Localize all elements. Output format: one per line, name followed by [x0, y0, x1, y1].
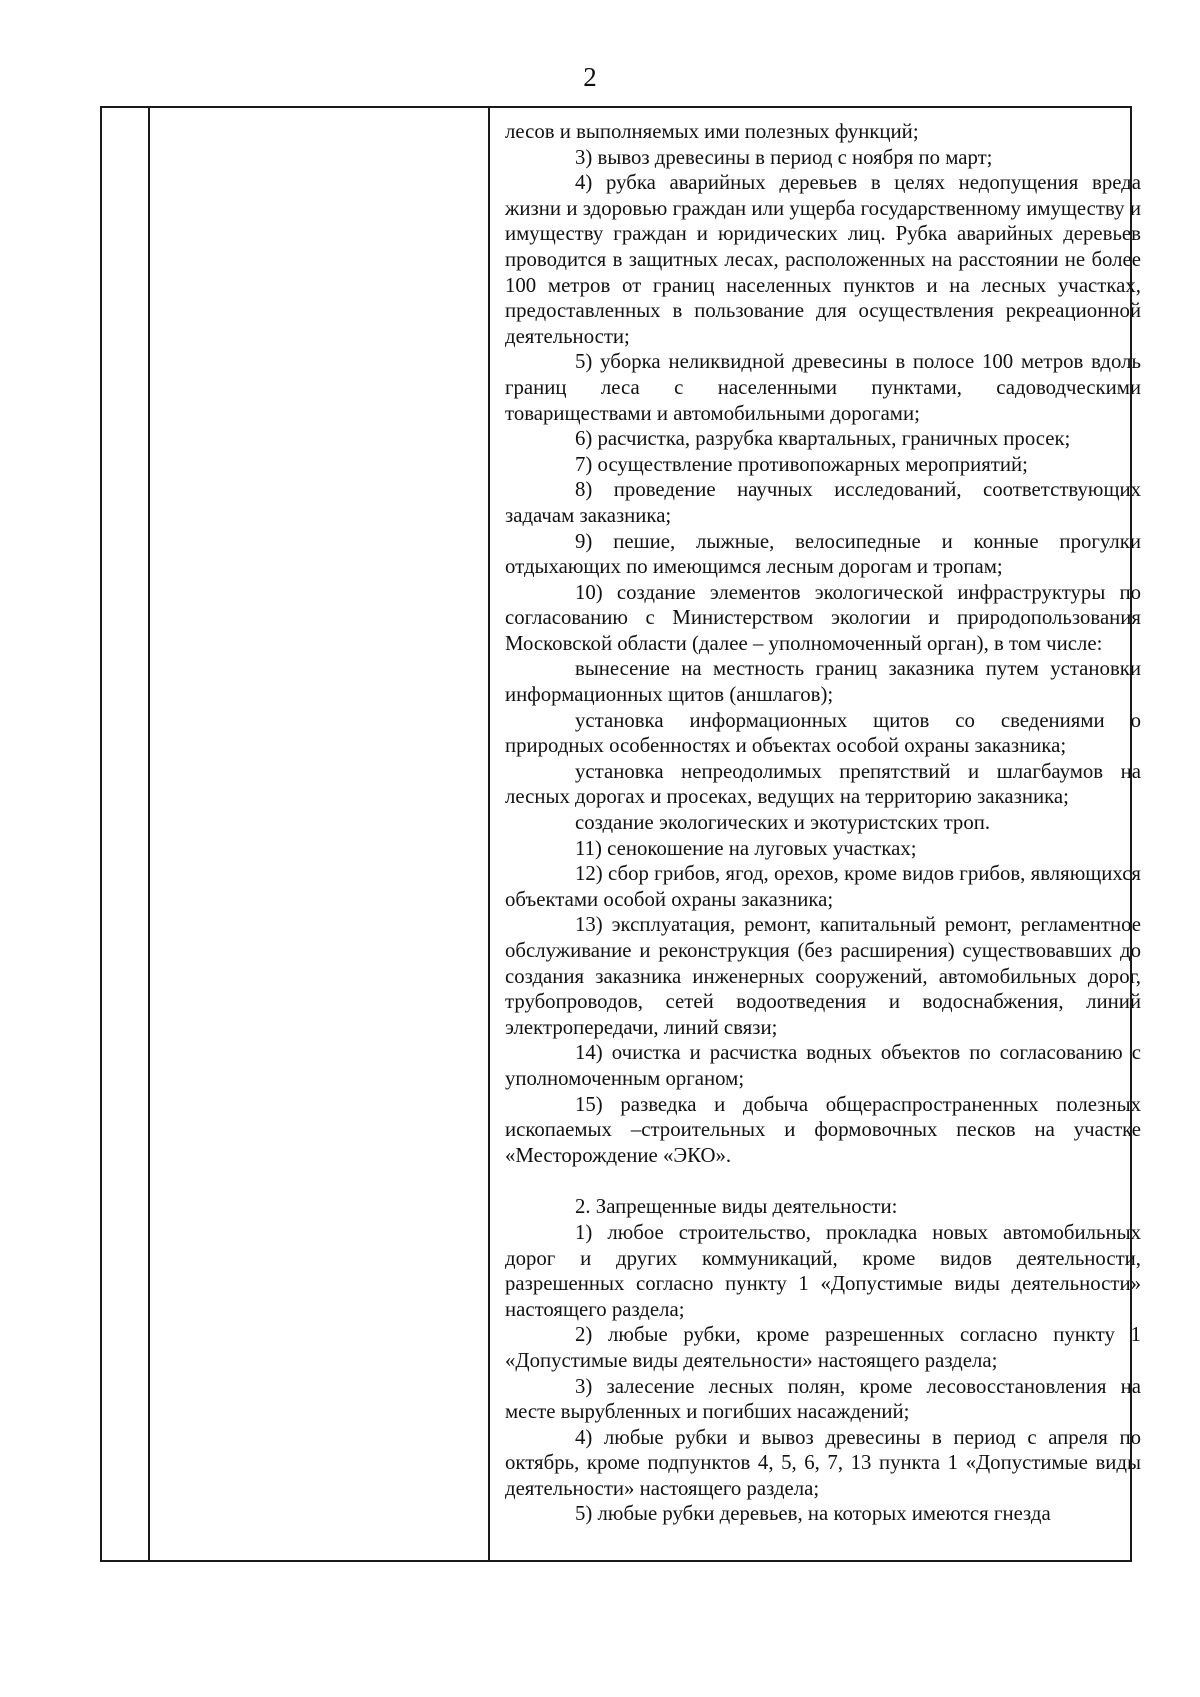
paragraph: 5) уборка неликвидной древесины в полосе 100 метров вдоль границ леса с населенными пунктами, садоводческими товариществами и автомобильными дорогами;: [505, 350, 1141, 425]
paragraph: 4) любые рубки и вывоз древесины в период с апреля по октябрь, кроме подпунктов 4, 5, 6, 7, 13 пункта 1 «Допустимые виды деятельности» настоящего раздела;: [505, 1425, 1141, 1500]
paragraph: 14) очистка и расчистка водных объектов по согласованию с уполномоченным органом;: [505, 1041, 1141, 1090]
paragraph: 2) любые рубки, кроме разрешенных согласно пункту 1 «Допустимые виды деятельности» настоящего раздела;: [505, 1323, 1141, 1372]
paragraph: 1) любое строительство, прокладка новых автомобильных дорог и других коммуникаций, кроме видов деятельности, разрешенных согласно пункту 1 «Допустимые виды деятельности» настоящего раздела;: [505, 1220, 1141, 1321]
paragraph: установка непреодолимых препятствий и шлагбаумов на лесных дорогах и просеках, ведущих на территорию заказника;: [505, 759, 1141, 809]
paragraph: 8) проведение научных исследований, соответствующих задачам заказника;: [505, 478, 1141, 527]
paragraph: лесов и выполняемых ими полезных функций;: [505, 120, 919, 143]
paragraph: 5) любые рубки деревьев, на которых имеются гнезда: [575, 1502, 1051, 1526]
paragraph: 2. Запрещенные виды деятельности:: [575, 1195, 898, 1219]
paragraph: 10) создание элементов экологической инфраструктуры по согласованию с Министерством экологии и природопользования Московской области (далее – уполномоченный орган), в том числе:: [505, 580, 1141, 655]
paragraph: 15) разведка и добыча общераспространенных полезных ископаемых –строительных и формовочных песков на участке «Месторождение «ЭКО».: [505, 1092, 1141, 1167]
table-left-border: [100, 106, 102, 1562]
paragraph: 3) залесение лесных полян, кроме лесовосстановления на месте вырубленных и погибших насаждений;: [505, 1374, 1141, 1424]
paragraph: создание экологических и экотуристских троп.: [575, 811, 991, 835]
paragraph: 6) расчистка, разрубка квартальных, граничных просек;: [575, 427, 1071, 451]
paragraph: 3) вывоз древесины в период с ноября по март;: [575, 145, 993, 169]
paragraph: вынесение на местность границ заказника путем установки информационных щитов (аншлагов);: [505, 657, 1141, 707]
paragraph: 11) сенокошение на луговых участках;: [575, 836, 917, 860]
paragraph: 13) эксплуатация, ремонт, капитальный ремонт, регламентное обслуживание и реконструкция (без расширения) существовавших до создания заказника инженерных сооружений, автомобильных дорог, трубопроводов, сетей водоотведения и водоснабжения, линий электропередачи, линий связи;: [505, 913, 1141, 1039]
paragraph: 7) осуществление противопожарных мероприятий;: [575, 452, 1028, 476]
paragraph: 4) рубка аварийных деревьев в целях недопущения вреда жизни и здоровью граждан или ущерба государственному имуществу и имуществу граждан и юридических лиц. Рубка аварийных деревьев проводится в защитных лесах, расположенных на расстоянии не более 100 метров от границ населенных пунктов и на лесных участках, предоставленных в пользование для осуществления рекреационной деятельности;: [505, 171, 1141, 348]
paragraph: 9) пешие, лыжные, велосипедные и конные прогулки отдыхающих по имеющимся лесным дорогам и тропам;: [505, 529, 1141, 579]
paragraph: установка информационных щитов со сведениями о природных особенностях и объектах особой охраны заказника;: [505, 708, 1141, 758]
paragraph: 12) сбор грибов, ягод, орехов, кроме видов грибов, являющихся объектами особой охраны заказника;: [505, 862, 1141, 911]
column-divider-2: [488, 106, 490, 1562]
page-number: 2: [583, 62, 597, 92]
table-bottom-border: [100, 1560, 1132, 1562]
regulation-text-column: [505, 119, 1141, 1527]
table-top-border: [100, 106, 1132, 108]
column-divider-1: [148, 106, 150, 1562]
